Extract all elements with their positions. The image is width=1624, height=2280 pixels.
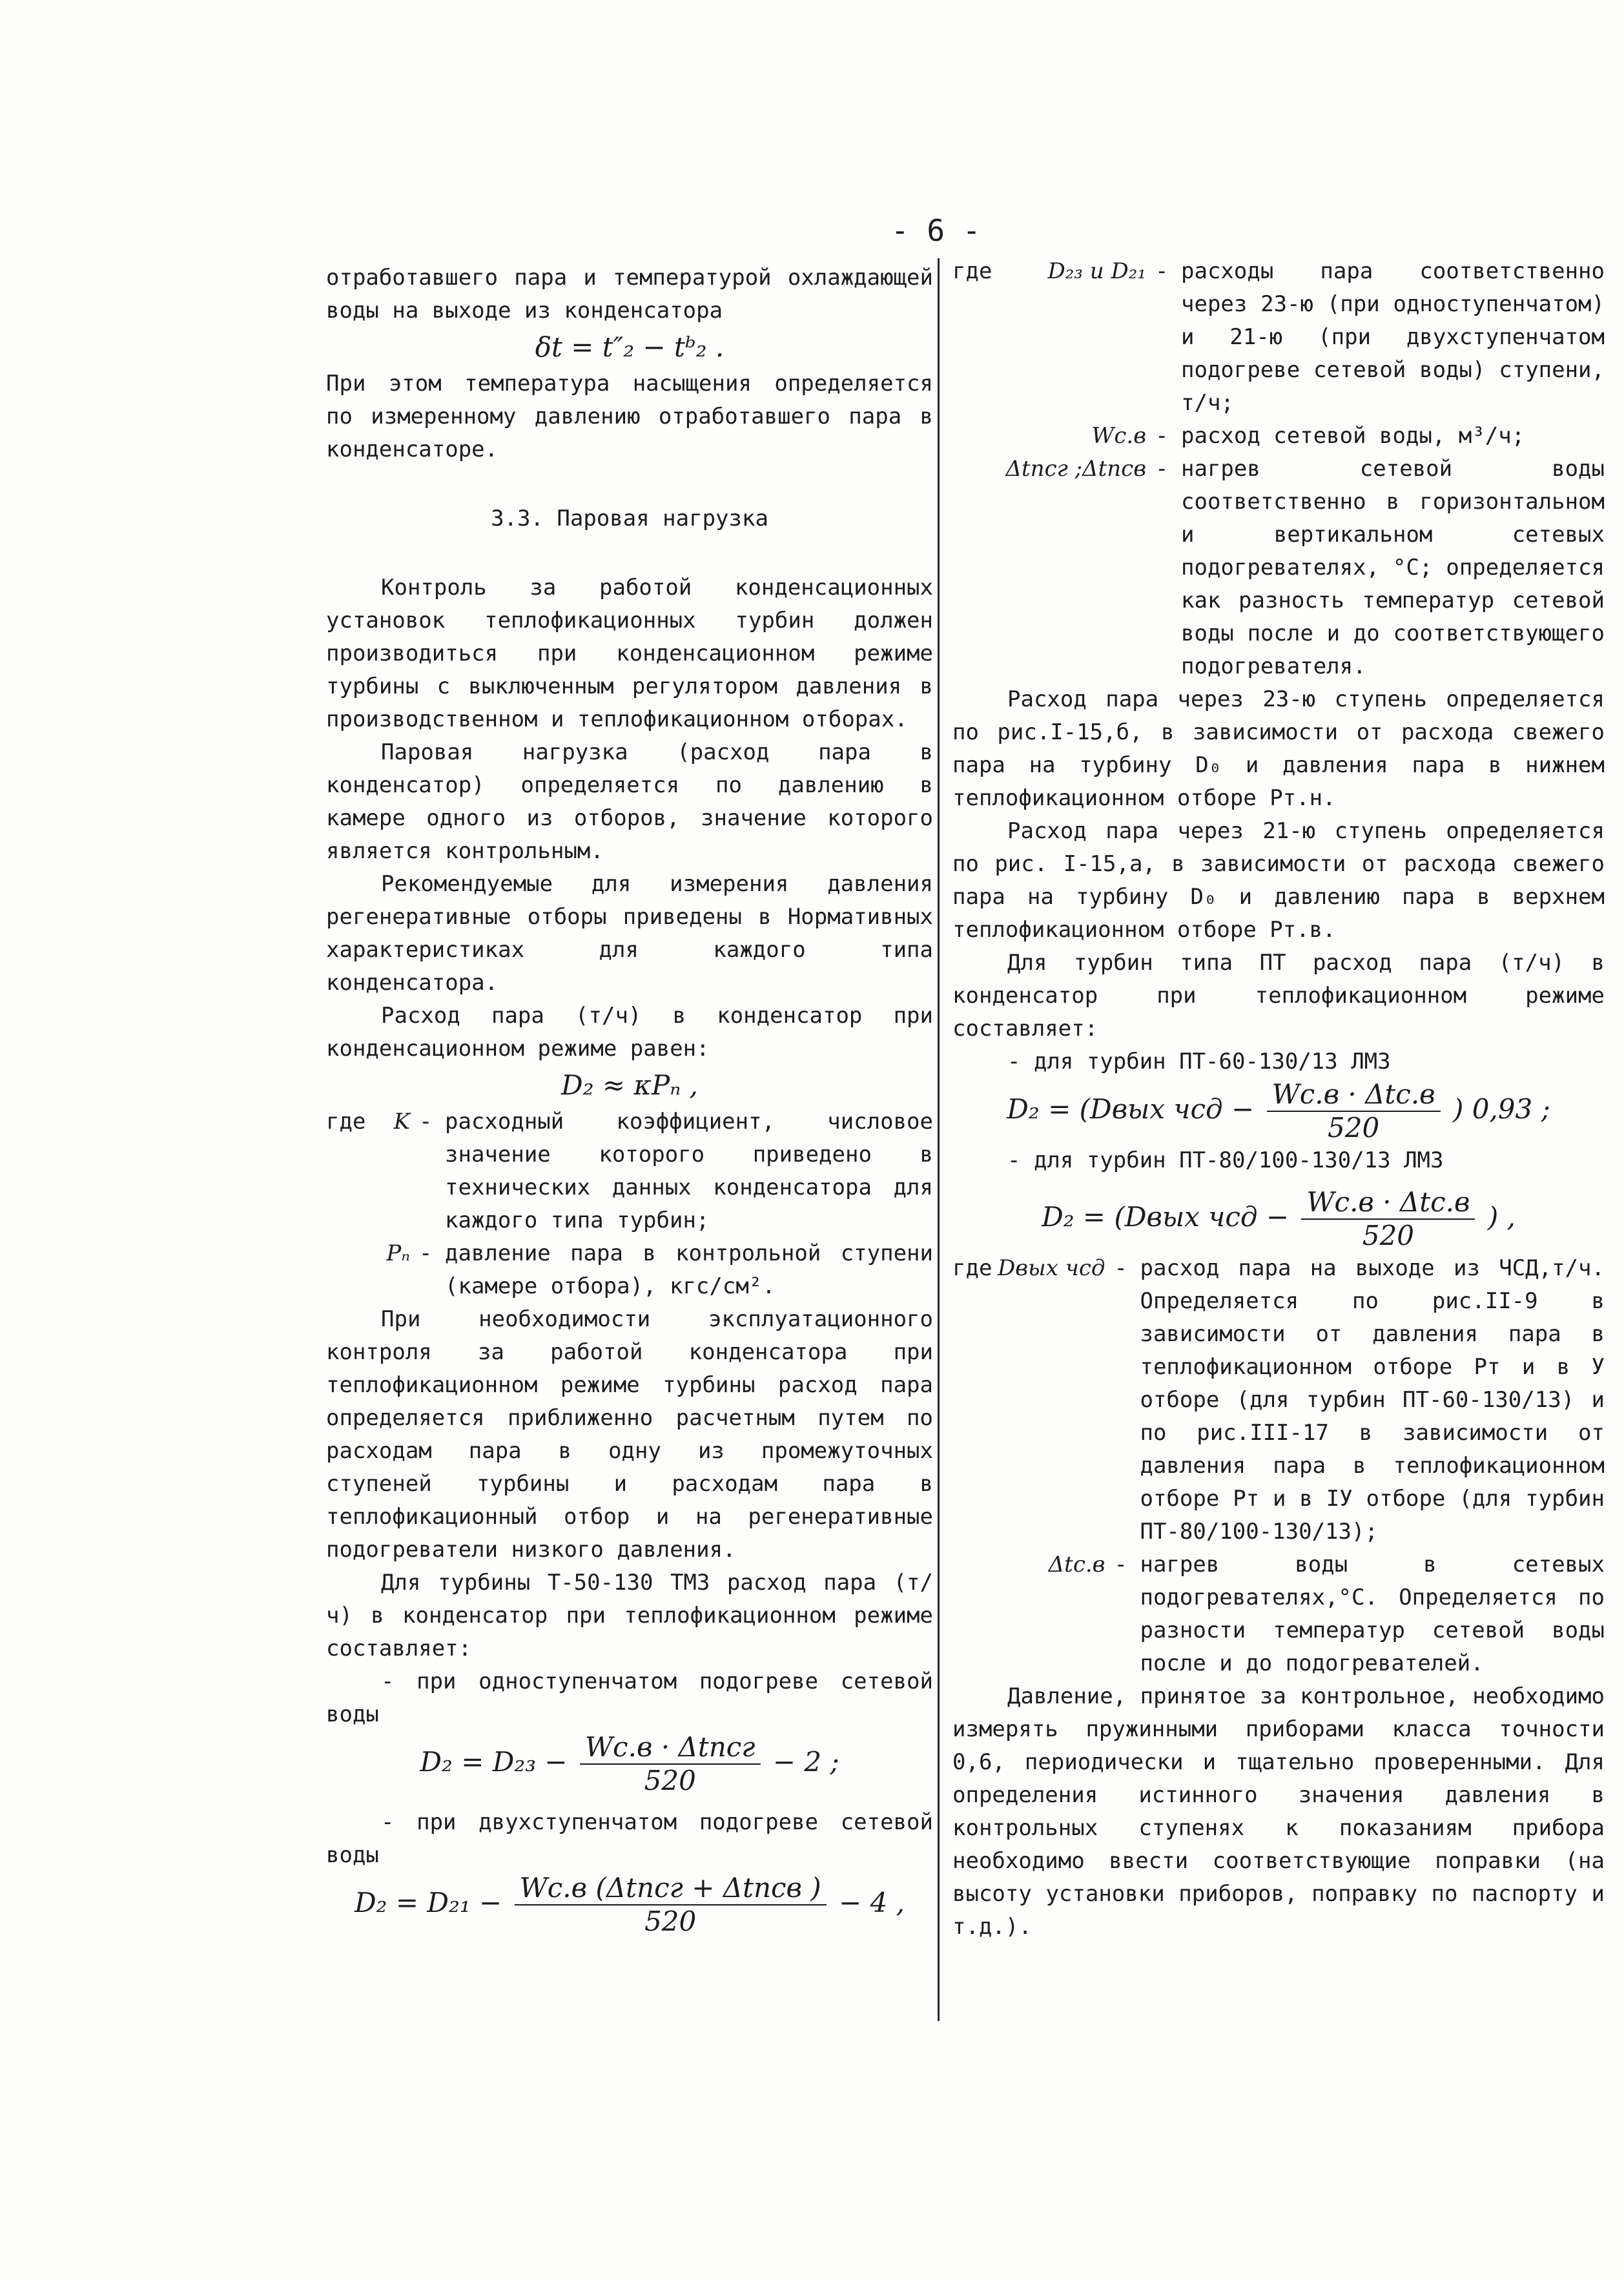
definition-d-vyh: расход пара на выходе из ЧСД,т/ч. Определяется по рис.II-9 в зависимости от давления пара в теплофикационном отборе Pт и в У отборе (для турбин ПТ-60-130/13) и по рис.III-17 в зависимости от давления пара в теплофикационном отборе Pт и в IУ отборе (для турбин ПТ-80/100-130/13); (1140, 1255, 1605, 1545)
where-label: где (326, 1109, 366, 1135)
section-heading: 3.3. Паровая нагрузка (491, 506, 768, 531)
definition-wcv: расход сетевой воды, м³/ч; (1181, 423, 1525, 449)
column-divider-line (938, 258, 940, 2021)
formula-single-stage: D₂ = D₂₃ − $\frac{\text{Wc.в · Δtпсг}}{520}$ − 2 ; (420, 1731, 839, 1796)
formula-pt60: D₂ = (Dвых чсд − $\frac{\text{Wc.в · Δtc.в}}{520}$ ) 0,93 ; (1007, 1078, 1550, 1144)
definition-d23-d21: расходы пара соответственно через 23-ю (при одноступенчатом) и 21-ю (при двухступенчатом подогреве сетевой воды) ступени, т/ч; (1181, 258, 1605, 416)
symbol-pn: Pₙ (386, 1240, 410, 1266)
where-label-right-2: где (952, 1255, 992, 1281)
definitions-left: где K - расходный коэффициент, числовое значение которого приведено в технических данных конденсатора для каждого типа турбин; Pₙ - давление пара в контрольной ступени (камере отбора), кгс/см². (326, 1105, 933, 1303)
paragraph-steam-flow: Расход пара (т/ч) в конденсатор при конденсационном режиме равен: (326, 1003, 933, 1062)
paragraph-saturation: При этом температура насыщения определяется по измеренному давлению отработавшего пара в конденсаторе. (326, 371, 933, 462)
definition-delta-tcv: нагрев воды в сетевых подогревателях,°С. Определяется по разности температур сетевой воды после и до подогревателей. (1140, 1552, 1605, 1676)
paragraph-stage-21: Расход пара через 21-ю ступень определяется по рис. I-15,а, в зависимости от расхода свежего пара на турбину D₀ и давлению пара в верхнем теплофикационном отборе Pт.в. (952, 818, 1605, 943)
paragraph-stage-23: Расход пара через 23-ю ступень определяется по рис.I-15,б, в зависимости от расхода свежего пара на турбину D₀ и давления пара в нижнем теплофикационном отборе Pт.н. (952, 686, 1605, 811)
paragraph-pt60: - для турбин ПТ-60-130/13 ЛМЗ (1007, 1049, 1391, 1074)
left-column (326, 262, 933, 1938)
paragraph-two-stage: - при двухступенчатом подогреве сетевой воды (326, 1809, 933, 1868)
formula-d2-kp: D₂ ≈ κPₙ , (561, 1069, 698, 1101)
paragraph-pt80: - для турбин ПТ-80/100-130/13 ЛМЗ (1007, 1147, 1444, 1173)
formula-two-stage: D₂ = D₂₁ − $\frac{\text{Wc.в (Δtпсг + Δtпсв )}}{520}$ − 4 , (354, 1872, 905, 1937)
paragraph-continuation: отработавшего пара и температурой охлаждающей воды на выходе из конденсатора (326, 265, 933, 324)
right-column (952, 255, 1605, 1944)
formula-delta-t: δt = t″₂ − tᵇ₂ . (535, 331, 725, 363)
definition-pn: давление пара в контрольной ступени (камере отбора), кгс/см². (445, 1240, 933, 1299)
paragraph-recommended: Рекомендуемые для измерения давления регенеративные отборы приведены в Нормативных характеристиках для каждого типа конденсатора. (326, 871, 933, 996)
symbol-delta-t: Δtпсг ;Δtпсв (1005, 456, 1146, 482)
definitions-right-top: где D₂₃ и D₂₁ - расходы пара соответственно через 23-ю (при одноступенчатом) и 21-ю (при двухступенчатом подогреве сетевой воды) ступени, т/ч; Wc.в - расход сетевой воды, м³/ч; Δtпсг ;Δtпсв - нагрев сетевой воды соответственно в горизонтальном и вертикальном сетевых подогревателях, °С; определяется как разность температур сетевой воды после и до соответствующего подогревателя. (952, 255, 1605, 683)
symbol-k: K (393, 1109, 410, 1135)
symbol-wcv: Wc.в (1091, 423, 1146, 449)
paragraph-pressure-control: Давление, принятое за контрольное, необходимо измерять пружинными приборами класса точности 0,6, периодически и тщательно проверенными. Для определения истинного значения давления в контрольных ступенях к показаниям прибора необходимо ввести соответствующие поправки (на высоту установки приборов, поправку по паспорту и т.д.). (952, 1683, 1605, 1940)
symbol-delta-tcv: Δtc.в (1048, 1552, 1105, 1577)
symbol-d23-d21: D₂₃ и D₂₁ (1047, 258, 1146, 284)
paragraph-pt-type: Для турбин типа ПТ расход пара (т/ч) в конденсатор при теплофикационном режиме составляет: (952, 950, 1605, 1042)
where-label-right: где (952, 258, 992, 284)
paragraph-single-stage: - при одноступенчатом подогреве сетевой воды (326, 1669, 933, 1727)
definition-delta-t: нагрев сетевой воды соответственно в горизонтальном и вертикальном сетевых подогревателях, °С; определяется как разность температур сетевой воды после и до соответствующего подогревателя. (1181, 456, 1605, 679)
definition-k: расходный коэффициент, числовое значение которого приведено в технических данных конденсатора для каждого типа турбин; (445, 1109, 933, 1233)
paragraph-operational-control: При необходимости эксплуатационного контроля за работой конденсатора при теплофикационном режиме турбины расход пара определяется приближенно расчетным путем по расходам пара в одну из промежуточных ступеней турбины и расходам пара в теплофикационный отбор и на регенеративные подогреватели низкого давления. (326, 1306, 933, 1563)
paragraph-control: Контроль за работой конденсационных установок теплофикационных турбин должен производиться при конденсационном режиме турбины с выключенным регулятором давления в производственном и теплофикационном отборах. (326, 575, 933, 732)
page-number: - 6 - (891, 213, 981, 248)
paragraph-t50: Для турбины Т-50-130 ТМЗ расход пара (т/ч) в конденсатор при теплофикационном режиме составляет: (326, 1570, 933, 1661)
paragraph-steam-load: Паровая нагрузка (расход пара в конденсатор) определяется по давлению в камере одного из отборов, значение которого является контрольным. (326, 739, 933, 864)
symbol-d-vyh: Dвых чсд (998, 1255, 1105, 1281)
definitions-right-bottom: где Dвых чсд - расход пара на выходе из ЧСД,т/ч. Определяется по рис.II-9 в зависимости от давления пара в теплофикационном отборе Pт и в У отборе (для турбин ПТ-60-130/13) и по рис.III-17 в зависимости от давления пара в теплофикационном отборе Pт и в IУ отборе (для турбин ПТ-80/100-130/13); Δtc.в - нагрев воды в сетевых подогревателях,°С. Определяется по разности температур сетевой воды после и до подогревателей. (952, 1252, 1605, 1680)
formula-pt80: D₂ = (Dвых чсд − $\frac{\text{Wc.в · Δtc.в}}{520}$ ) , (1042, 1186, 1516, 1251)
